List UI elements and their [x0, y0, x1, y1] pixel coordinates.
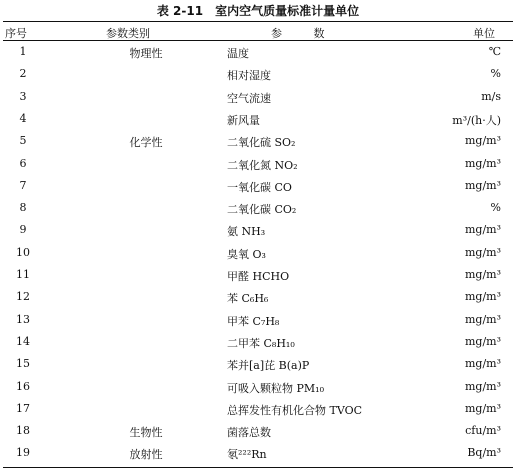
row-no: 17 [16, 401, 30, 415]
row-unit: mg/m³ [464, 268, 501, 281]
row-unit: mg/m³ [464, 312, 501, 326]
row-no: 13 [16, 312, 30, 326]
row-no: 18 [16, 424, 30, 438]
row-unit: mg/m³ [464, 357, 501, 371]
row-unit: Bq/m³ [467, 446, 501, 460]
row-no: 9 [19, 223, 27, 237]
row-no: 12 [16, 290, 30, 304]
row-unit: mg/m³ [464, 156, 501, 170]
row-no: 11 [16, 268, 30, 281]
table-row [3, 42, 513, 64]
row-no: 15 [16, 357, 30, 371]
header-param: 参 数 [271, 27, 339, 40]
row-no: 6 [19, 156, 27, 170]
row-param: 空气流速 [227, 91, 271, 105]
row-no: 4 [19, 111, 27, 125]
table-row [3, 421, 513, 443]
row-param: 一氧化碳 CO [227, 180, 292, 194]
row-unit: mg/m³ [464, 401, 501, 415]
row-param: 二氧化硫 SO₂ [227, 136, 296, 150]
row-unit: ℃ [488, 45, 501, 58]
table-row [3, 176, 513, 198]
row-no: 10 [16, 245, 30, 259]
row-unit: m/s [481, 89, 501, 103]
row-param: 总挥发性有机化合物 TVOC [227, 403, 363, 417]
header-category: 参数类别 [106, 27, 150, 40]
row-no: 19 [16, 446, 30, 460]
table-row [3, 354, 513, 376]
table-caption: 室内空气质量标准计量单位 [215, 4, 360, 18]
table-row [3, 287, 513, 309]
row-no: 5 [19, 134, 27, 148]
table-row [3, 131, 513, 153]
row-category: 物理性 [129, 47, 163, 60]
row-no: 8 [19, 201, 27, 215]
row-unit: % [490, 67, 501, 81]
row-unit: mg/m³ [464, 290, 501, 304]
table-row [3, 220, 513, 242]
table-row [3, 332, 513, 354]
row-param: 温度 [227, 47, 249, 60]
table-bottom-rule [3, 467, 513, 468]
table-number: 表 2-11 [156, 4, 204, 18]
row-no: 7 [19, 178, 27, 192]
row-category: 化学性 [129, 136, 163, 150]
table-row [3, 377, 513, 399]
table-row [3, 265, 513, 287]
row-unit: mg/m³ [464, 134, 501, 148]
row-category: 放射性 [129, 448, 163, 462]
table-top-rule [3, 21, 513, 22]
row-category: 生物性 [129, 426, 163, 440]
row-no: 1 [19, 45, 27, 58]
row-param: 甲苯 C₇H₈ [227, 314, 280, 328]
row-param: 氡²²²Rn [227, 448, 267, 462]
row-param: 氨 NH₃ [227, 225, 266, 239]
row-unit: mg/m³ [464, 334, 501, 348]
table-row [3, 109, 513, 131]
table-row [3, 443, 513, 465]
row-param: 臭氧 O₃ [227, 247, 266, 261]
row-param: 甲醛 HCHO [227, 270, 290, 283]
table-row [3, 243, 513, 265]
table-row [3, 87, 513, 109]
row-no: 16 [16, 379, 30, 393]
table-title [0, 2, 516, 19]
row-param: 新风量 [227, 113, 260, 127]
table-header-rule [3, 40, 513, 41]
row-unit: % [490, 201, 501, 215]
row-param: 二氧化碳 CO₂ [227, 203, 297, 217]
row-param: 二氧化氮 NO₂ [227, 158, 298, 172]
table-row [3, 198, 513, 220]
row-param: 苯并[a]芘 B(a)P [227, 359, 310, 373]
row-param: 菌落总数 [227, 426, 271, 440]
row-unit: mg/m³ [464, 245, 501, 259]
row-unit: m³/(h·人) [452, 113, 501, 127]
row-no: 14 [16, 334, 30, 348]
row-unit: mg/m³ [464, 379, 501, 393]
header-no: 序号 [5, 27, 27, 40]
table-row [3, 64, 513, 86]
row-unit: cfu/m³ [465, 424, 501, 438]
header-unit: 单位 [473, 27, 495, 40]
table-row [3, 154, 513, 176]
row-param: 相对湿度 [227, 69, 271, 83]
row-param: 苯 C₆H₆ [227, 292, 269, 306]
row-param: 可吸入颗粒物 PM₁₀ [227, 381, 324, 395]
table-row [3, 310, 513, 332]
row-unit: mg/m³ [464, 178, 501, 192]
row-no: 3 [19, 89, 27, 103]
row-unit: mg/m³ [464, 223, 501, 237]
table-row [3, 399, 513, 421]
row-no: 2 [19, 67, 27, 81]
row-param: 二甲苯 C₈H₁₀ [227, 336, 295, 350]
